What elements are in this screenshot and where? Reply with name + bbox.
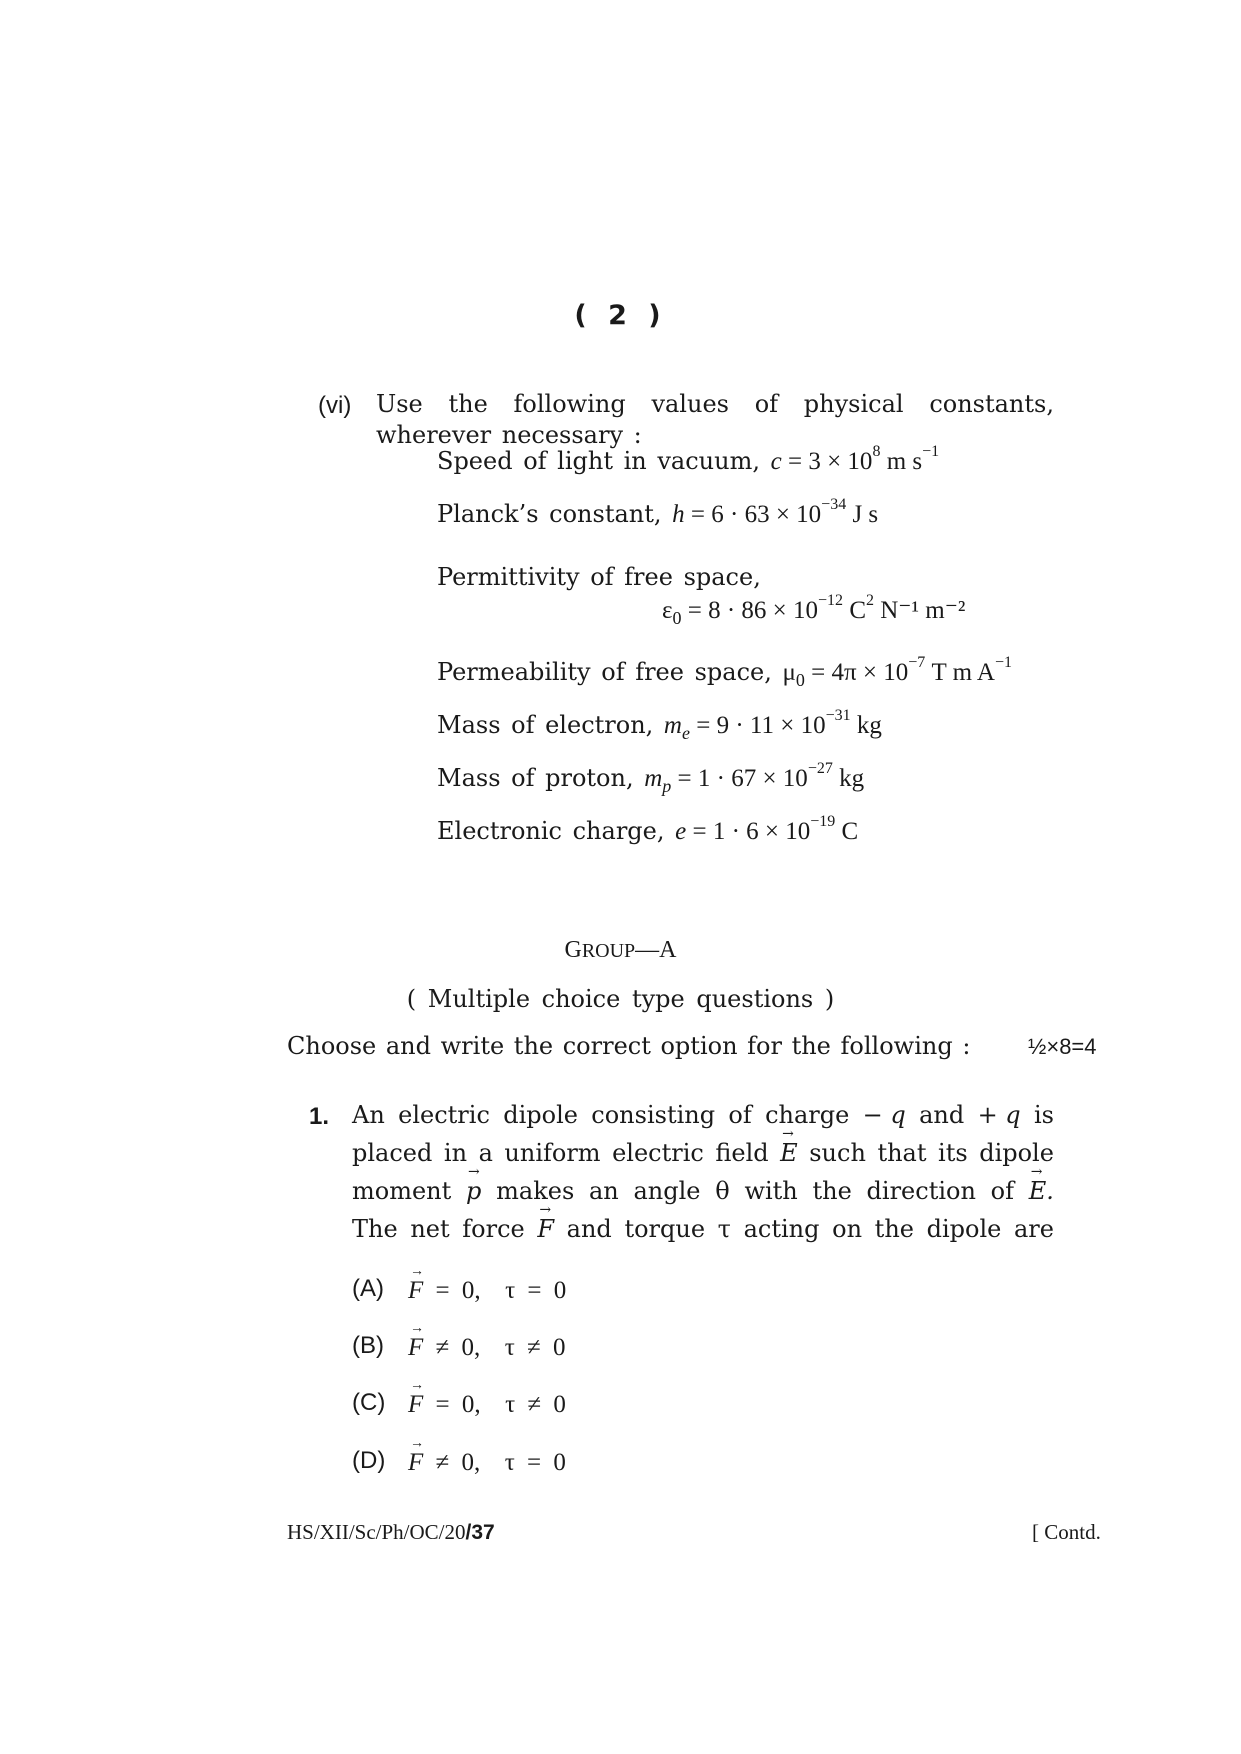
option-label-a: (A) bbox=[352, 1275, 384, 1302]
page-number: ( 2 ) bbox=[574, 300, 667, 331]
option-text-c: → F = 0, τ ≠ 0 bbox=[408, 1391, 566, 1419]
constant-planck: Planck’s constant, $h = 6 \cdot 63 \times 10^{-34}$ J s bbox=[437, 495, 879, 528]
question-line: An electric dipole consisting of charge − q and + q is bbox=[352, 1101, 1054, 1129]
option-text-d: → F ≠ 0, τ = 0 bbox=[408, 1449, 566, 1477]
constant-permittivity-value: $\varepsilon_0 = 8 \cdot 86 \times 10^{-12}$ $C^2$ N⁻¹ m⁻² bbox=[662, 591, 966, 628]
group-heading: GROUP—A bbox=[564, 937, 677, 963]
option-label-b: (B) bbox=[352, 1332, 384, 1359]
word: following bbox=[513, 390, 626, 418]
word: constants, bbox=[929, 390, 1054, 418]
word: values bbox=[651, 390, 729, 418]
constant-electron-mass: Mass of electron, $m_e = 9 \cdot 11 \times 10^{-31}$ kg bbox=[437, 706, 882, 743]
question-line: The net force → F and torque τ acting on the dipole are bbox=[352, 1215, 1054, 1243]
paper-code: HS/XII/Sc/Ph/OC/20/37 bbox=[287, 1520, 495, 1544]
constant-permittivity-label: Permittivity of free space, bbox=[437, 563, 761, 591]
continued-marker: [ Contd. bbox=[1032, 1520, 1101, 1544]
instruction-line-1 bbox=[376, 390, 1054, 418]
question-number: 1. bbox=[309, 1103, 330, 1130]
section-subtitle: ( Multiple choice type questions ) bbox=[406, 985, 835, 1013]
constant-permeability: Permeability of free space, $\mu_0 = 4\pi \times 10^{-7}$ T m $A^{-1}$ bbox=[437, 653, 1012, 690]
option-label-d: (D) bbox=[352, 1447, 386, 1474]
instruction-line-2: wherever necessary : bbox=[376, 421, 642, 449]
section-instruction: Choose and write the correct option for the following : bbox=[287, 1032, 971, 1060]
option-label-c: (C) bbox=[352, 1389, 386, 1416]
instruction-label: (vi) bbox=[318, 392, 352, 419]
word: Use bbox=[376, 390, 423, 418]
constant-speed-of-light: Speed of light in vacuum, $c = 3 \times 10^8$ m $s^{-1}$ bbox=[437, 442, 940, 475]
constant-proton-mass: Mass of proton, $m_p = 1 \cdot 67 \times 10^{-27}$ kg bbox=[437, 759, 865, 796]
constant-electronic-charge: Electronic charge, $e = 1 \cdot 6 \times 10^{-19}$ C bbox=[437, 812, 859, 845]
option-text-a: → F = 0, τ = 0 bbox=[408, 1277, 566, 1305]
question-line: moment → p makes an angle θ with the direction of → E. bbox=[352, 1177, 1054, 1205]
word: the bbox=[448, 390, 488, 418]
marks-allocation: ½×8=4 bbox=[1028, 1034, 1097, 1059]
word: physical bbox=[803, 390, 904, 418]
question-line: placed in a uniform electric field → E such that its dipole bbox=[352, 1139, 1054, 1167]
word: of bbox=[754, 390, 779, 418]
option-text-b: → F ≠ 0, τ ≠ 0 bbox=[408, 1334, 566, 1362]
